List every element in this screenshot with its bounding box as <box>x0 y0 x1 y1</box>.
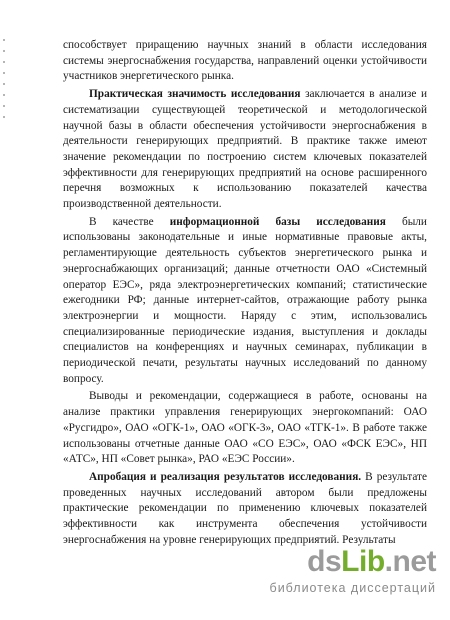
paragraph-information-base <box>63 215 427 388</box>
watermark-tagline: библиотека диссертаций <box>269 581 436 595</box>
logo-part-net: .net <box>384 545 436 578</box>
paragraph-practical-significance <box>63 87 427 213</box>
paragraph-heading: Практическая значимость исследования <box>89 88 301 101</box>
paragraph-heading: информационной базы исследования <box>169 215 386 228</box>
paragraph-conclusions <box>63 389 427 468</box>
logo-part-lib: Lib <box>341 545 385 578</box>
paragraph-prefix: В качестве <box>89 215 170 228</box>
paragraph-heading: Апробация и реализация результатов исследования. <box>89 470 362 483</box>
paragraph-intro-continuation <box>63 38 427 85</box>
body-text <box>63 38 427 551</box>
paragraph-text: способствует приращению научных знаний в области исследования системы энергоснабжения государства, направлений оценки устойчивости участников энергетического рынка. <box>63 39 427 83</box>
logo-part-ds: ds <box>307 545 342 578</box>
dslib-logo <box>236 546 436 578</box>
scan-edge-marks <box>2 30 6 120</box>
paragraph-text: В результате проведенных научных исследований автором были предложены практические рекомендации по применению ключевых показателей эффективности как инструмента обеспечения устойчивости энергоснабжения на уровне генерирующих предприятий. Результаты <box>63 470 428 546</box>
paragraph-text: Выводы и рекомендации, содержащиеся в работе, основаны на анализе практики управления генерирующих энергокомпаний: ОАО «Русгидро», ОАО «ОГК-1», ОАО «ОГК-3», ОАО «ТГК-1». В работе также использованы отчетные данные ОАО «СО ЕЭС», ОАО «ФСК ЕЭС», НП «АТС», НП «Совет рынка», РАО «ЕЭС России». <box>63 390 427 466</box>
paragraph-approbation <box>63 470 427 549</box>
paragraph-text: заключается в анализе и систематизации существующей теоретической и методологической научной базы в области обеспечения устойчивости энергоснабжения в деятельности генерирующих предприятий. В практике также имеют значение рекомендации по построению систем ключевых показателей эффективности для генерирующих предприятий на основе расширенного перечня возможных к использованию показателей качества производственной деятельности. <box>63 88 427 211</box>
dslib-watermark <box>236 546 436 606</box>
paragraph-text: были использованы законодательные и иные нормативные правовые акты, регламентирующие деятельность субъектов энергетического рынка и энергоснабжающих организаций; данные отчетности ОАО «Системный оператор ЕЭС», ряда электроэнергетических компаний; статистические ежегодники РФ; данные интернет-сайтов, отражающие работу рынка электроэнергии и мощности. Наряду с этим, использовались специализированные периодические издания, выступления и доклады специалистов на конференциях и научных семинарах, публикации в периодической печати, результаты научных исследований по данному вопросу. <box>63 215 427 385</box>
